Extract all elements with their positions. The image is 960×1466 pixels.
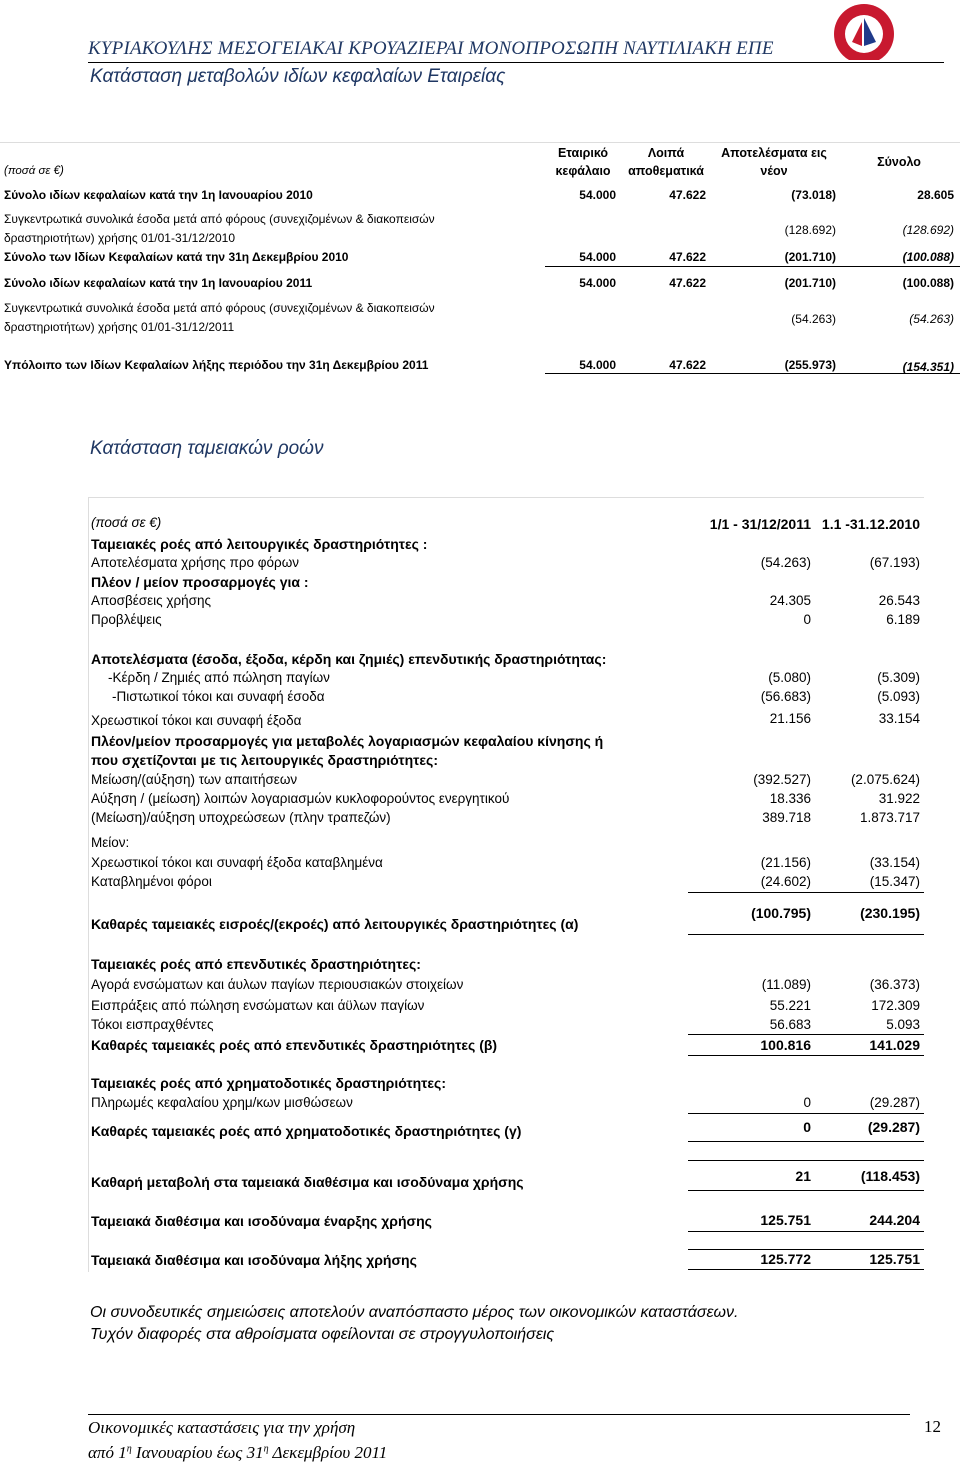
subtotal-rule	[688, 1190, 924, 1191]
cell: 125.751	[760, 1212, 811, 1228]
cell: 26.543	[878, 593, 920, 608]
row-label: (Μείωση)/αύξηση υποχρεώσεων (πλην τραπεζών)	[91, 810, 391, 825]
row-label: Συγκεντρωτικά συνολικά έσοδα μετά από φόρους (συνεχιζομένων & διακοπεισών	[4, 301, 435, 315]
cell: 0	[803, 612, 811, 627]
row-label: Μείον:	[91, 835, 130, 850]
footer-line2: από $1^\eta$ Ιανουαρίου έως $31^\eta$ Δεκεμβρίου 2011	[88, 1443, 388, 1462]
cell: 47.622	[669, 276, 706, 290]
cell: 141.029	[869, 1037, 920, 1053]
note-line: Τυχόν διαφορές στα αθροίσματα οφείλονται σε στρογγυλοποιήσεις	[90, 1326, 555, 1343]
note-line: Οι συνοδευτικές σημειώσεις αποτελούν αναπόσπαστο μέρος των οικονομικών καταστάσεων.	[90, 1304, 739, 1321]
cell: 47.622	[669, 188, 706, 202]
cell: (67.193)	[869, 555, 920, 570]
cell: 125.751	[869, 1251, 920, 1267]
cell: (255.973)	[784, 358, 836, 372]
subtotal-rule	[688, 892, 924, 893]
cell: 54.000	[579, 358, 616, 372]
row-label: Αποτελέσματα χρήσης προ φόρων	[91, 555, 300, 570]
col-header: Αποτελέσματα εις νέον	[721, 146, 827, 178]
cell: 56.683	[769, 1017, 811, 1032]
cell: 21	[795, 1168, 811, 1184]
row-label: Χρεωστικοί τόκοι και συναφή έξοδα καταβλημένα	[91, 855, 383, 870]
cell: (5.309)	[877, 670, 920, 685]
row-label: Σύνολο ιδίων κεφαλαίων κατά την 1η Ιανουαρίου 2010	[4, 188, 313, 202]
cell: 1.873.717	[859, 810, 920, 825]
company-logo	[826, 2, 902, 60]
cell: 172.309	[871, 998, 920, 1013]
row-label: Καταβλημένοι φόροι	[91, 874, 212, 889]
cell: (29.287)	[869, 1095, 920, 1110]
row-label: Αύξηση / (μείωση) λοιπών λογαριασμών κυκλοφορούντος ενεργητικού	[91, 791, 510, 806]
cell: 54.000	[579, 276, 616, 290]
row-label: Υπόλοιπο των Ιδίων Κεφαλαίων λήξης περιόδου την 31η Δεκεμβρίου 2011	[4, 358, 429, 372]
col-header: Εταιρικό κεφάλαιο	[555, 146, 611, 178]
subtotal-rule	[688, 1249, 924, 1250]
row-label: -Πιστωτικοί τόκοι και συναφή έσοδα	[112, 689, 325, 704]
cell: (54.263)	[791, 312, 836, 326]
cell: 389.718	[762, 810, 811, 825]
cell: 55.221	[769, 998, 811, 1013]
currency-note: (ποσά σε €)	[4, 165, 64, 177]
subtotal-rule	[688, 1269, 924, 1270]
row-label: Αγορά ενσώματων και άυλων παγίων περιουσιακών στοιχείων	[91, 977, 464, 992]
cell: 0	[803, 1119, 811, 1135]
cell: 100.816	[760, 1037, 811, 1053]
row-label: Πληρωμές κεφαλαίου χρημ/κων μισθώσεων	[91, 1095, 353, 1110]
cell: (118.453)	[860, 1168, 920, 1184]
cell: (54.263)	[909, 312, 954, 326]
subtotal-rule	[688, 1231, 924, 1232]
cell: 18.336	[769, 791, 811, 806]
footer-rule	[88, 1414, 910, 1415]
cell: 244.204	[869, 1212, 920, 1228]
row-label: Σύνολο ιδίων κεφαλαίων κατά την 1η Ιανουαρίου 2011	[4, 276, 313, 290]
row-label: Ταμειακές ροές από επενδυτικές δραστηριότητες:	[91, 956, 421, 972]
cell: (15.347)	[869, 874, 920, 889]
cell: (100.088)	[902, 276, 954, 290]
cell: 47.622	[669, 250, 706, 264]
equity-title: Κατάσταση μεταβολών ιδίων κεφαλαίων Εταιρείας	[90, 66, 506, 87]
row-label: Αποτελέσματα (έσοδα, έξοδα, κέρδη και ζημιές) επενδυτικής δραστηριότητας:	[91, 651, 607, 667]
cell: (128.692)	[902, 223, 954, 237]
row-label: δραστηριοτήτων) χρήσης 01/01-31/12/2011	[4, 320, 235, 334]
cell: 33.154	[878, 711, 920, 726]
col-header-2011: 1/1 - 31/12/2011	[709, 516, 811, 532]
cell: (29.287)	[867, 1119, 920, 1135]
cell: 24.305	[769, 593, 811, 608]
cell: (201.710)	[784, 276, 836, 290]
footer-line1: Οικονομικές καταστάσεις για την χρήση	[88, 1418, 356, 1437]
row-label: Τόκοι εισπραχθέντες	[91, 1017, 214, 1032]
subtotal-rule	[688, 1055, 924, 1056]
cell: (36.373)	[869, 977, 920, 992]
cell: (154.351)	[902, 360, 954, 374]
cell: (100.088)	[902, 250, 954, 264]
cashflow-title: Κατάσταση ταμειακών ροών	[90, 438, 324, 459]
equity-table	[0, 142, 960, 378]
col-header: Λοιπά αποθεματικά	[628, 146, 704, 178]
cell: (230.195)	[860, 905, 920, 921]
row-label: που σχετίζονται με τις λειτουργικές δραστηριότητες:	[91, 752, 438, 768]
cell: (100.795)	[751, 905, 811, 921]
row-label: Πλέον / μείον προσαρμογές για :	[91, 574, 309, 590]
notes	[90, 1302, 738, 1346]
cell: 54.000	[579, 250, 616, 264]
col-header-2010: 1.1 -31.12.2010	[821, 516, 920, 532]
cell: (2.075.624)	[850, 772, 920, 787]
cell: 6.189	[886, 612, 920, 627]
row-label: Χρεωστικοί τόκοι και συναφή έξοδα	[91, 713, 302, 728]
cell: 125.772	[760, 1251, 811, 1267]
subtotal-rule	[688, 1160, 924, 1161]
cell: (54.263)	[760, 555, 811, 570]
row-label: Αποσβέσεις χρήσης	[91, 593, 211, 608]
cell: (5.093)	[877, 689, 920, 704]
row-label: Μείωση/(αύξηση) των απαιτήσεων	[91, 772, 298, 787]
row-label: Καθαρές ταμειακές ροές από επενδυτικές δραστηριότητες (β)	[91, 1037, 498, 1053]
row-label: Καθαρή μεταβολή στα ταμειακά διαθέσιμα και ισοδύναμα χρήσης	[91, 1174, 524, 1190]
company-name: ΚΥΡΙΑΚΟΥΛΗΣ ΜΕΣΟΓΕΙΑΚΑΙ ΚΡΟΥΑΖΙΕΡΑΙ ΜΟΝΟΠΡΟΣΩΠΗ ΝΑΥΤΙΛΙΑΚΗ ΕΠΕ	[88, 38, 774, 59]
row-label: δραστηριοτήτων) χρήσης 01/01-31/12/2010	[4, 231, 236, 245]
row-label: Ταμειακά διαθέσιμα και ισοδύναμα λήξης χρήσης	[91, 1252, 417, 1268]
row-label: -Κέρδη / Ζημιές από πώληση παγίων	[108, 670, 330, 685]
row-label: Συγκεντρωτικά συνολικά έσοδα μετά από φόρους (συνεχιζομένων & διακοπεισών	[4, 212, 435, 226]
cell: (5.080)	[768, 670, 811, 685]
cell: 28.605	[917, 188, 954, 202]
row-label: Ταμειακές ροές από λειτουργικές δραστηριότητες :	[91, 536, 428, 552]
cell: (201.710)	[784, 250, 836, 264]
cell: 54.000	[579, 188, 616, 202]
row-label: Ταμειακά διαθέσιμα και ισοδύναμα έναρξης χρήσης	[91, 1213, 432, 1229]
cell: 0	[803, 1095, 811, 1110]
cell: (11.089)	[761, 977, 811, 992]
cell: (128.692)	[784, 223, 836, 237]
subtotal-rule	[688, 1141, 924, 1142]
header-rule	[88, 62, 944, 63]
total-rule	[545, 266, 960, 267]
total-rule	[545, 373, 960, 374]
row-label: Εισπράξεις από πώληση ενσώματων και άϋλων παγίων	[91, 998, 425, 1013]
cell: 47.622	[669, 358, 706, 372]
cell: 5.093	[886, 1017, 920, 1032]
row-label: Ταμειακές ροές από χρηματοδοτικές δραστηριότητες:	[91, 1075, 447, 1091]
row-label: Καθαρές ταμειακές ροές από χρηματοδοτικές δραστηριότητες (γ)	[91, 1123, 522, 1139]
subtotal-rule	[688, 1113, 924, 1114]
currency-note: (ποσά σε €)	[91, 515, 162, 530]
row-label: Σύνολο των Ιδίων Κεφαλαίων κατά την 31η Δεκεμβρίου 2010	[4, 250, 349, 264]
cell: (21.156)	[760, 855, 811, 870]
row-label: Καθαρές ταμειακές εισροές/(εκροές) από λειτουργικές δραστηριότητες (α)	[91, 916, 579, 932]
cell: (24.602)	[760, 874, 811, 889]
col-header: Σύνολο	[877, 155, 921, 169]
page-number: 12	[924, 1417, 941, 1436]
cell: (73.018)	[791, 188, 836, 202]
cell: (392.527)	[753, 772, 811, 787]
subtotal-rule	[688, 934, 924, 935]
row-label: Προβλέψεις	[91, 612, 162, 627]
cell: 21.156	[769, 711, 811, 726]
cell: 31.922	[878, 791, 920, 806]
row-label: Πλέον/μείον προσαρμογές για μεταβολές λογαριασμών κεφαλαίου κίνησης ή	[91, 733, 604, 749]
subtotal-rule	[688, 1034, 924, 1035]
cell: (33.154)	[869, 855, 920, 870]
cell: (56.683)	[760, 689, 811, 704]
cashflow-table	[88, 497, 924, 1272]
